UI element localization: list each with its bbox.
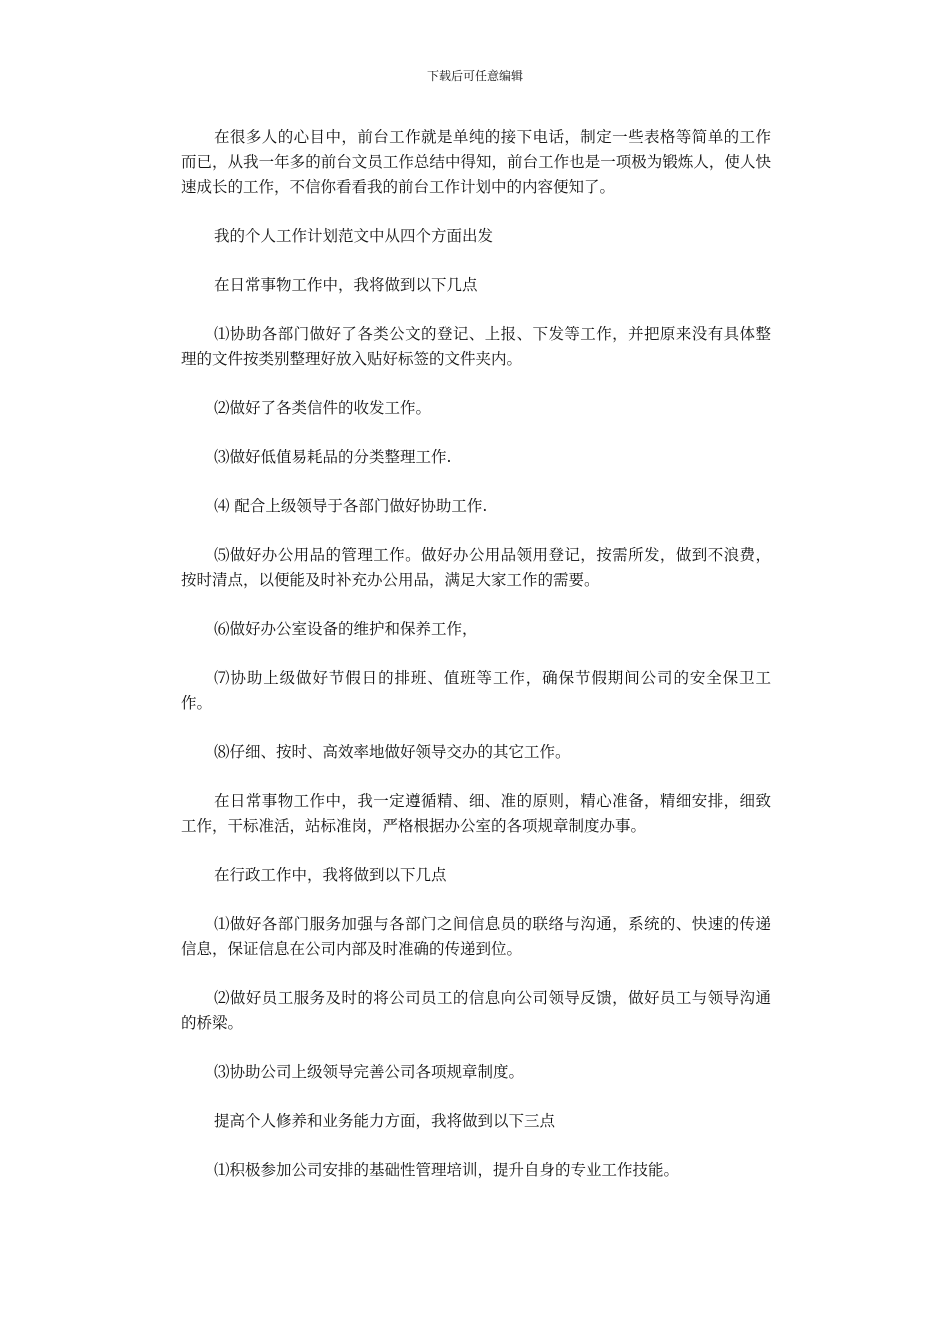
daily-work-heading: 在日常事物工作中，我将做到以下几点 bbox=[214, 276, 478, 294]
intro-paragraph: 在很多人的心目中，前台工作就是单纯的接下电话，制定一些表格等简单的工作而已，从我一年多的前台文员工作总结中得知，前台工作也是一项极为锻炼人，使人快速成长的工作，不信你看看我的前台工作计划中的内容便知了。 bbox=[181, 128, 771, 196]
improvement-item-1: ⑴积极参加公司安排的基础性管理培训，提升自身的专业工作技能。 bbox=[214, 1161, 680, 1179]
admin-work-heading: 在行政工作中，我将做到以下几点 bbox=[214, 866, 447, 884]
daily-item-4: ⑷ 配合上级领导于各部门做好协助工作. bbox=[214, 497, 488, 515]
admin-item-2: ⑵做好员工服务及时的将公司员工的信息向公司领导反馈，做好员工与领导沟通的桥梁。 bbox=[181, 989, 771, 1032]
daily-item-3: ⑶做好低值易耗品的分类整理工作. bbox=[214, 448, 452, 466]
admin-item-3: ⑶协助公司上级领导完善公司各项规章制度。 bbox=[214, 1063, 525, 1081]
daily-item-5: ⑸做好办公用品的管理工作。做好办公用品领用登记，按需所发，做到不浪费，按时清点，以便能及时补充办公用品，满足大家工作的需要。 bbox=[181, 546, 771, 589]
daily-item-7: ⑺协助上级做好节假日的排班、值班等工作，确保节假期间公司的安全保卫工作。 bbox=[181, 669, 771, 712]
plan-overview-paragraph: 我的个人工作计划范文中从四个方面出发 bbox=[214, 227, 494, 245]
admin-item-1: ⑴做好各部门服务加强与各部门之间信息员的联络与沟通，系统的、快速的传递信息，保证信息在公司内部及时准确的传递到位。 bbox=[181, 915, 771, 958]
daily-item-6: ⑹做好办公室设备的维护和保养工作， bbox=[214, 620, 478, 638]
improvement-heading: 提高个人修养和业务能力方面，我将做到以下三点 bbox=[214, 1112, 556, 1130]
page-header: 下载后可任意编辑 bbox=[426, 69, 523, 83]
document-body bbox=[181, 125, 771, 1207]
daily-work-summary: 在日常事物工作中，我一定遵循精、细、准的原则，精心准备，精细安排，细致工作，干标准活，站标准岗，严格根据办公室的各项规章制度办事。 bbox=[181, 792, 771, 835]
daily-item-8: ⑻仔细、按时、高效率地做好领导交办的其它工作。 bbox=[214, 743, 571, 761]
daily-item-1: ⑴协助各部门做好了各类公文的登记、上报、下发等工作，并把原来没有具体整理的文件按类别整理好放入贴好标签的文件夹内。 bbox=[181, 325, 771, 368]
daily-item-2: ⑵做好了各类信件的收发工作。 bbox=[214, 399, 432, 417]
